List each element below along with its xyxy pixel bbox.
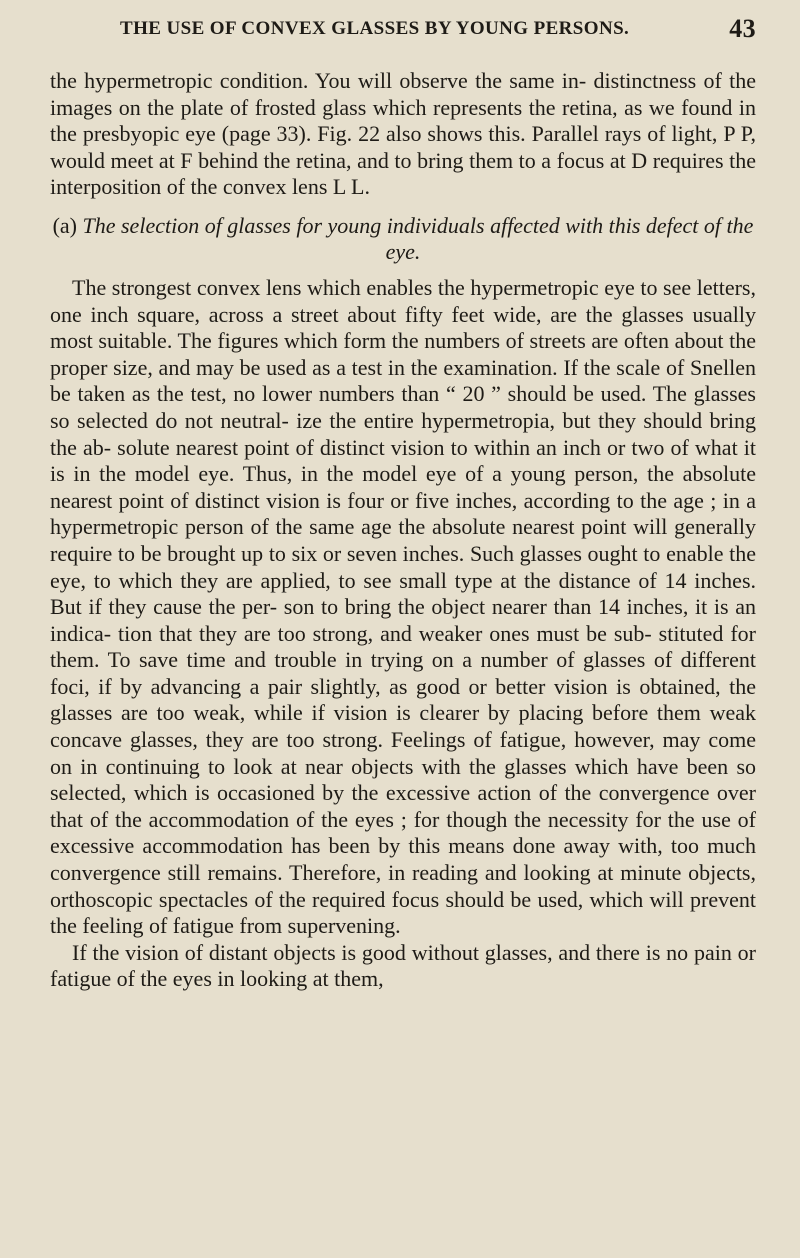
- paragraph-continuation: the hypermetropic condition. You will observe the same in- distinctness of the images on the plate of frosted glass which represents the retina, as we found in the presbyopic eye (page 33). Fig. 22 also shows this. Parallel rays of light, P P, would meet at F behind the retina, and to bring them to a focus at D requires the interposition of the convex lens L L.: [50, 68, 756, 200]
- page-number: 43: [729, 14, 756, 43]
- body-text: [50, 68, 756, 993]
- paragraph-final: If the vision of distant objects is good without glasses, and there is no pain or fatigue of the eyes in looking at them,: [50, 939, 756, 992]
- paragraph-main: The strongest convex lens which enables the hypermetropic eye to see letters, one inch square, across a street about fifty feet wide, are the glasses usually most suitable. The figures which form the numbers of streets are often about the proper size, and may be used as a test in the examination. If the scale of Snellen be taken as the test, no lower numbers than “ 20 ” should be used. The glasses so selected do not neutral- ize the entire hypermetropia, but they should bring the ab- solute nearest point of distinct vision to within an inch or two of what it is in the model eye. Thus, in the model eye of a young person, the absolute nearest point of distinct vision is four or five inches, according to the age ; in a hypermetropic person of the same age the absolute nearest point will generally require to be brought up to six or seven inches. Such glasses ought to enable the eye, to which they are applied, to see small type at the distance of 14 inches. But if they cause the per- son to bring the object nearer than 14 inches, it is an indica- tion that they are too strong, and weaker ones must be sub- stituted for them. To save time and trouble in trying on a number of glasses of different foci, if by advancing a pair slightly, as good or better vision is obtained, the glasses are too weak, while if vision is clearer by placing before them weak concave glasses, they are too strong. Feelings of fatigue, however, may come on in continuing to look at near objects with the glasses which have been so selected, which is occasioned by the excessive action of the convergence over that of the accommodation of the eyes ; for though the necessity for the use of excessive accommodation has been by this means done away with, too much convergence still remains. Therefore, in reading and looking at minute objects, orthoscopic spectacles of the required focus should be used, which will prevent the feeling of fatigue from supervening.: [50, 274, 756, 939]
- section-heading-text: The selection of glasses for young individuals affected with this defect of the eye.: [82, 212, 754, 264]
- section-heading-label: (a): [52, 212, 77, 238]
- running-head: [120, 14, 756, 42]
- section-heading: [50, 213, 756, 265]
- running-title: THE USE OF CONVEX GLASSES BY YOUNG PERSONS.: [120, 18, 630, 39]
